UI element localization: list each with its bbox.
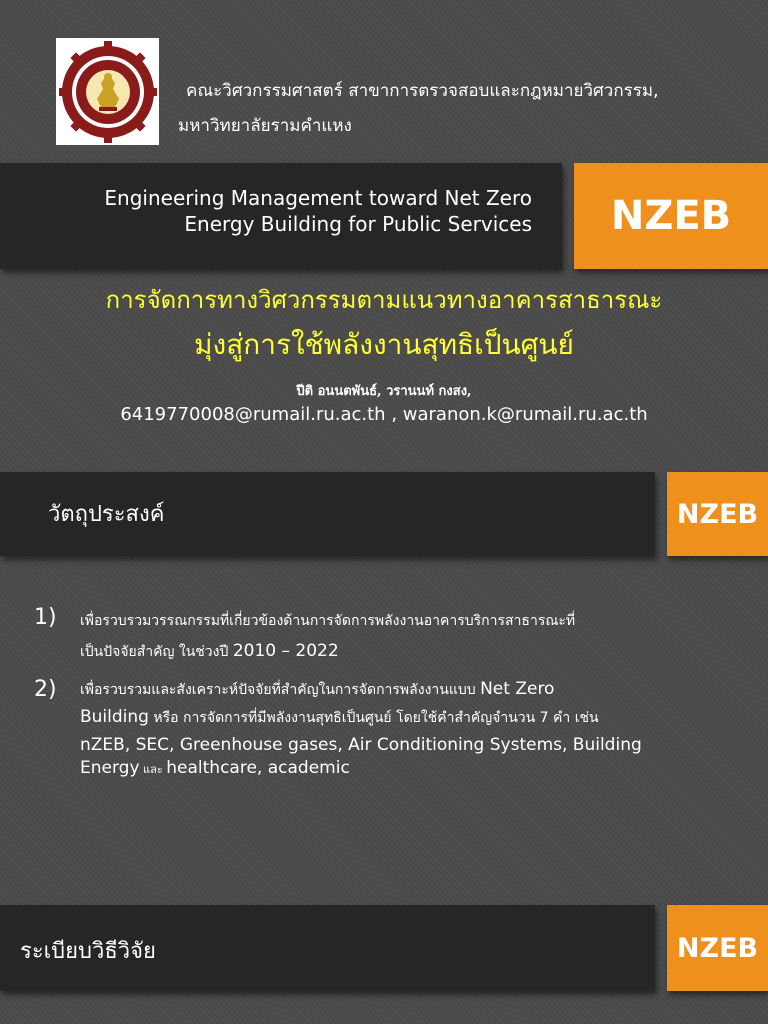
nzeb-badge-objectives: NZEB [667, 472, 768, 556]
english-title [104, 185, 532, 237]
objectives-header-bar [0, 472, 655, 556]
title-banner [0, 163, 562, 269]
objective-1-text [80, 606, 750, 667]
objective-2-line1a: เพื่อรวบรวมและสังเคราะห์ปัจจัยที่สำคัญในการจัดการพลังงานแบบ [80, 682, 481, 698]
objective-2-line2b: หรือ การจัดการที่มีพลังงานสุทธิเป็นศูนย์ โดยใช้คำสำคัญจำนวน 7 คำ เช่น [148, 710, 599, 726]
objective-2-keywords-end: healthcare, academic [166, 758, 350, 778]
english-title-line2: Energy Building for Public Services [184, 212, 532, 236]
author-emails: 6419770008@rumail.ru.ac.th , waranon.k@rumail.ru.ac.th [120, 404, 648, 425]
objectives-heading: วัตถุประสงค์ [48, 502, 165, 527]
methodology-header-bar [0, 905, 655, 991]
university-logo [56, 38, 159, 145]
objective-1-line2a: เป็นปัจจัยสำคัญ ในช่วงปี [80, 644, 233, 660]
objective-2-and: และ [139, 763, 167, 776]
thai-title-line2: มุ่งสู่การใช้พลังงานสุทธิเป็นศูนย์ [194, 328, 574, 361]
objective-2-net-zero: Net Zero [480, 679, 555, 699]
objective-2-building: Building [80, 707, 149, 727]
university-name: มหาวิทยาลัยรามคำแหง [178, 116, 352, 136]
nzeb-badge-title: NZEB [574, 163, 768, 269]
objective-1-years: 2010 – 2022 [232, 641, 339, 661]
faculty-name: คณะวิศวกรรมศาสตร์ สาขาการตรวจสอบและกฎหมายวิศวกรรม, [186, 81, 659, 101]
objective-2-energy: Energy [80, 758, 140, 778]
emblem-icon [59, 41, 157, 143]
english-title-line1: Engineering Management toward Net Zero [104, 186, 532, 210]
methodology-heading: ระเบียบวิธีวิจัย [20, 939, 156, 964]
nzeb-badge-methodology: NZEB [667, 905, 768, 991]
objective-1-number: 1) [34, 605, 57, 630]
objective-1-line1: เพื่อรวบรวมวรรณกรรมที่เกี่ยวข้องด้านการจัดการพลังงานอาคารบริการสาธารณะที่ [80, 613, 576, 629]
objective-2-number: 2) [34, 677, 57, 702]
thai-title-line1: การจัดการทางวิศวกรรมตามแนวทางอาคารสาธารณะ [105, 286, 663, 310]
objective-2-keywords: nZEB, SEC, Greenhouse gases, Air Conditioning Systems, Building [80, 735, 642, 755]
objective-2-text [80, 676, 760, 780]
authors: ปีติ อนนตพันธ์, วรานนท์ กงสง, [296, 384, 472, 399]
